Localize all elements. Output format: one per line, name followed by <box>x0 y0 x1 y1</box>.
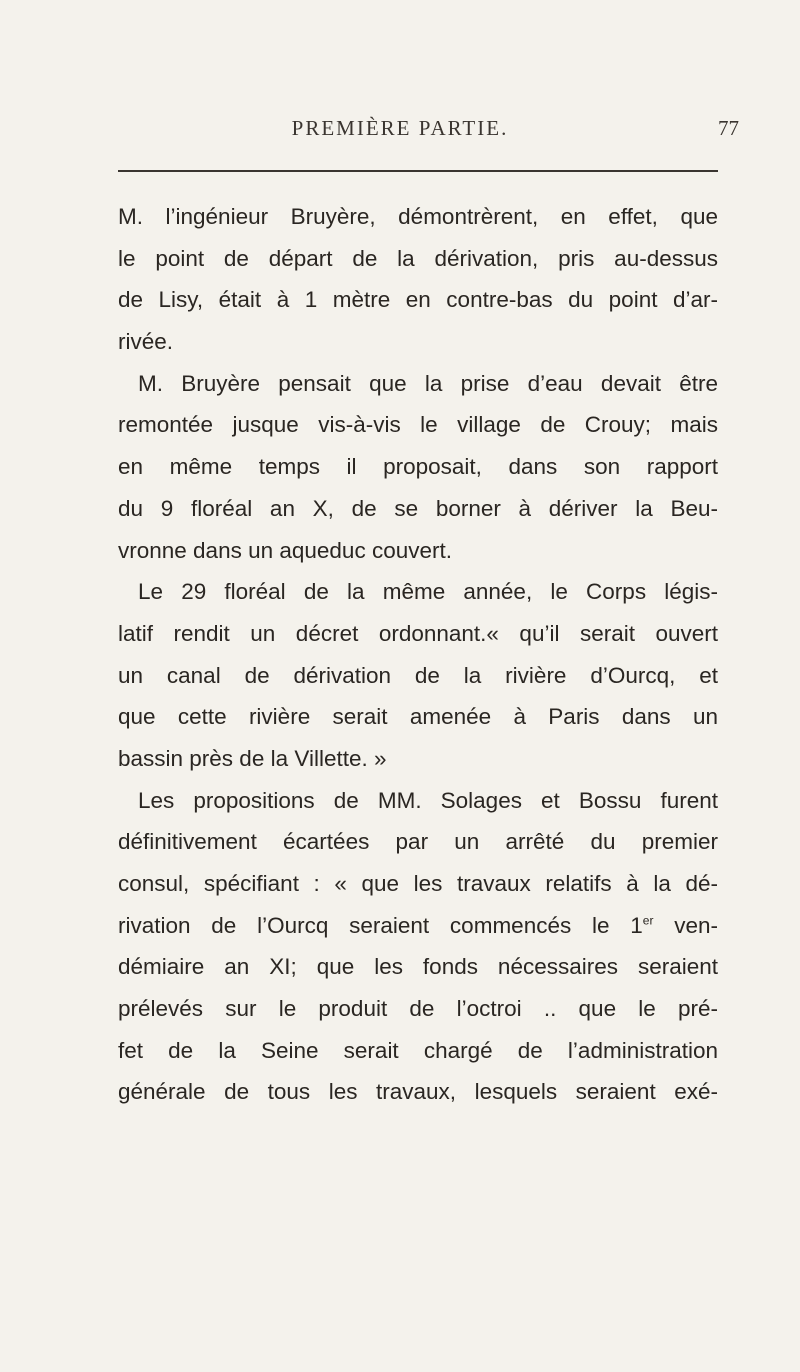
text-line: générale de tous les travaux, lesquels seraient exé- <box>118 1079 718 1105</box>
text-line: Le 29 floréal de la même année, le Corps légis- <box>138 579 718 605</box>
text-line: remontée jusque vis-à-vis le village de Crouy; mais <box>118 412 718 438</box>
text-fragment: rivation de l’Ourcq seraient commencés le 1 <box>118 912 643 938</box>
text-line: le point de départ de la dérivation, pris au-dessus <box>118 245 718 271</box>
text-line: latif rendit un décret ordonnant.« qu’il serait ouvert <box>118 620 718 646</box>
text-line: vronne dans un aqueduc couvert. <box>118 537 452 563</box>
text-line: que cette rivière serait amenée à Paris dans un <box>118 704 718 730</box>
text-line: définitivement écartées par un arrêté du premier <box>118 829 718 855</box>
text-line: du 9 floréal an X, de se borner à dériver la Beu- <box>118 495 718 521</box>
text-line: prélevés sur le produit de l’octroi .. que le pré- <box>118 996 718 1022</box>
running-header: PREMIÈRE PARTIE. <box>291 116 509 140</box>
text-line: en même temps il proposait, dans son rapport <box>118 454 718 480</box>
ordinal-superscript: er <box>642 913 654 928</box>
text-line: M. l’ingénieur Bruyère, démontrèrent, en effet, que <box>118 204 718 229</box>
text-line: fet de la Seine serait chargé de l’administration <box>118 1037 718 1063</box>
header-rule <box>118 170 718 172</box>
text-line-with-superscript <box>118 905 718 947</box>
text-line: démiaire an XI; que les fonds nécessaires seraient <box>118 954 718 980</box>
text-line: bassin près de la Villette. » <box>118 745 387 771</box>
text-line: consul, spécifiant : « que les travaux relatifs à la dé- <box>118 871 718 896</box>
text-line: de Lisy, était à 1 mètre en contre-bas du point d’ar- <box>118 287 718 313</box>
page-number: 77 <box>718 116 739 140</box>
text-line: M. Bruyère pensait que la prise d’eau devait être <box>138 370 718 396</box>
text-fragment: ven- <box>653 912 718 938</box>
body-text <box>118 196 718 1113</box>
text-line: un canal de dérivation de la rivière d’Ourcq, et <box>118 662 718 688</box>
text-line: rivée. <box>118 329 174 355</box>
text-line: Les propositions de MM. Solages et Bossu furent <box>138 787 718 813</box>
